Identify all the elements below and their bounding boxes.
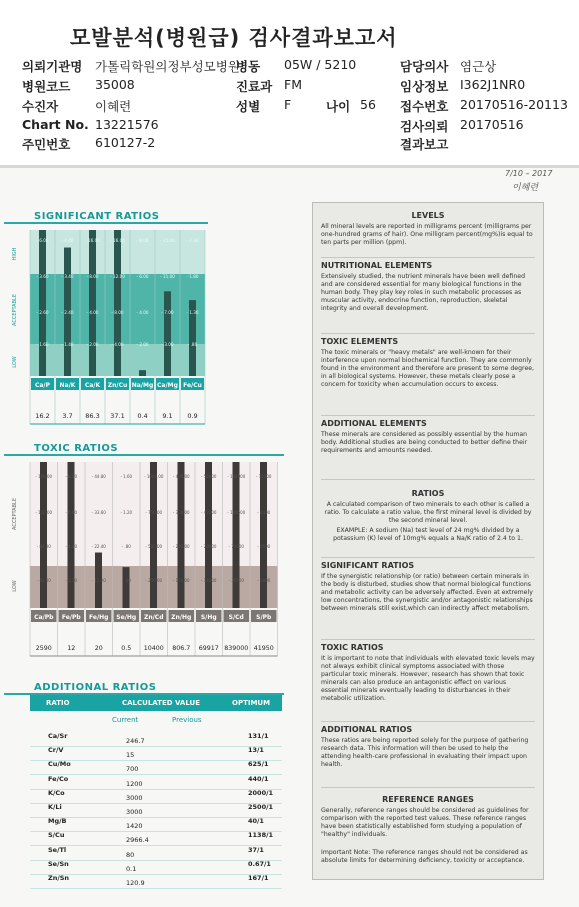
bar-se-hg	[123, 567, 130, 608]
info-divider	[321, 787, 535, 788]
reference-ranges-heading: REFERENCE RANGES	[382, 795, 474, 804]
result-value: 12	[67, 645, 76, 652]
tick-label: - 6.60	[65, 510, 78, 515]
report-header	[0, 0, 579, 165]
toxic-title-rule	[4, 454, 284, 456]
bar-zn-cd	[150, 462, 157, 608]
current-value-cell: 246.7	[126, 737, 145, 745]
field-label-institution: 의뢰기관명	[22, 59, 83, 74]
optimum-cell: 131/1	[248, 732, 269, 740]
tick-label: - 168.00	[35, 474, 53, 479]
tick-label: - 500.00	[145, 544, 163, 549]
field-label-ward: 병동	[236, 59, 261, 74]
info-divider	[321, 415, 535, 416]
field-label-resident-no: 주민번호	[22, 137, 71, 152]
field-label-chart-no: Chart No.	[22, 117, 89, 132]
field-value-age: 56	[360, 97, 376, 112]
optimum-cell: 37/1	[248, 845, 264, 854]
optimum-cell: 2000/1	[248, 788, 273, 797]
field-label-patient: 수진자	[22, 99, 59, 114]
tick-label: - 8.00	[111, 310, 124, 315]
column-label: S/Cd	[228, 614, 244, 621]
info-panel	[312, 202, 544, 880]
tick-label: - 1.40	[61, 342, 74, 347]
reference-ranges-text: Generally, reference ranges should be considered as guidelines for comparison with the reported test values. These reference ranges have been statistically established form studying a population of "healthy" individuals.	[321, 807, 529, 838]
bar-ca-p	[39, 230, 46, 376]
levels-text: All mineral levels are reported in milligrams percent (milligrams per one-hundred grams of hair). One milligram percent(mg%)is equal to ten parts per million (ppm).	[321, 223, 533, 246]
toxic-ratios-chart	[4, 458, 286, 658]
tick-label: - 2800	[257, 578, 271, 583]
field-value-resident-no: 610127-2	[95, 135, 156, 150]
ratio-cell: Cu/Mo	[48, 760, 71, 769]
tick-label: - 1.60	[36, 342, 49, 347]
result-value: 69917	[198, 645, 219, 652]
tick-label: - 22.40	[91, 544, 106, 549]
sub-header-previous: Previous	[172, 716, 202, 724]
tick-label: - 4.40	[61, 238, 74, 243]
info-divider	[321, 333, 535, 334]
tick-label: - 33.60	[91, 510, 106, 515]
ratios-text: A calculated comparison of two minerals to each other is called a ratio. To calculate a ratio value, the first mineral level is divided by the second mineral level.	[324, 501, 532, 524]
current-value-cell: 700	[126, 765, 139, 774]
column-label: Na/K	[59, 382, 76, 389]
bar-zn-hg	[178, 462, 185, 608]
ratio-cell: Fe/Co	[48, 774, 69, 783]
ratio-cell: K/Li	[48, 803, 62, 811]
tick-label: - 42.00	[36, 578, 51, 583]
bar-ca-mg	[164, 291, 171, 376]
field-value-accession: 20170516-20113	[460, 97, 568, 112]
additional-table-header	[30, 695, 282, 711]
current-value-cell: 15	[126, 751, 135, 760]
field-label-doctor: 담당의사	[400, 59, 449, 74]
tick-label: - 28000	[201, 544, 217, 549]
bar-fe-pb	[68, 462, 75, 608]
table-row	[30, 872, 282, 889]
result-value: 9.1	[162, 412, 173, 420]
tick-label: - 8.00	[86, 274, 99, 279]
field-label-result-report: 결과보고	[400, 137, 449, 152]
tick-label: - 1.80	[186, 274, 199, 279]
tick-label: - .80	[121, 544, 131, 549]
field-label-clinical-info: 임상정보	[400, 79, 449, 94]
tick-label: - 3.00	[161, 342, 174, 347]
ratio-cell: Se/Sn	[48, 859, 69, 868]
info-divider	[321, 257, 535, 258]
field-value-clinical-info: I362J1NR0	[460, 77, 526, 92]
result-value: 0.4	[137, 412, 148, 420]
field-value-institution: 가톨릭학원의정부성모병원	[95, 59, 240, 74]
optimum-cell: 440/1	[248, 774, 269, 783]
significant-ratios-chart	[4, 226, 212, 426]
result-value: 37.1	[110, 412, 125, 420]
handwritten-name: 이혜련	[512, 183, 539, 193]
info-divider	[321, 479, 535, 480]
nutritional-heading: NUTRITIONAL ELEMENTS	[321, 261, 433, 270]
column-label: Ca/K	[84, 382, 101, 389]
column-label: Ca/P	[34, 382, 51, 389]
result-value: 3.7	[62, 412, 73, 420]
tick-label: - 11.00	[160, 274, 175, 279]
tick-label: - 35500	[228, 578, 244, 583]
field-value-sex: F	[284, 97, 292, 112]
tick-label: - 16.00	[85, 238, 100, 243]
column-label: S/Hg	[200, 614, 217, 621]
ratio-cell: Se/Tl	[48, 845, 67, 854]
tick-label: - 142000	[227, 474, 246, 479]
field-label-sex: 성별	[236, 99, 261, 114]
tick-label: - 71000	[228, 544, 244, 549]
optimum-cell: 2500/1	[248, 803, 273, 811]
field-value-hospital-code: 35008	[95, 77, 135, 92]
optimum-cell: 0.67/1	[248, 859, 271, 868]
current-value-cell: 3000	[126, 793, 143, 802]
optimum-cell: 1138/1	[248, 831, 273, 840]
tick-label: - 84.00	[36, 544, 51, 549]
tick-label: - 4.00	[136, 310, 149, 315]
info-divider	[321, 721, 535, 722]
col-header-ratio: RATIO	[46, 699, 70, 707]
tick-label: - 4.00	[86, 310, 99, 315]
additional-elements-text: These minerals are considered as possibly essential by the human body. Additional studies are being conducted to better define their requirements and amounts needed.	[321, 431, 528, 454]
tick-label: - 11.20	[91, 578, 106, 583]
result-value: 806.7	[172, 645, 191, 652]
bar-ca-pb	[40, 462, 47, 608]
toxic-elements-heading: TOXIC ELEMENTS	[321, 337, 399, 346]
zone-label-low: LOW	[12, 580, 18, 592]
tick-label: - 6.00	[36, 238, 49, 243]
current-value-cell: 1200	[126, 779, 143, 788]
result-value: 10400	[143, 645, 164, 652]
optimum-cell: 625/1	[248, 760, 269, 769]
field-value-patient: 이혜련	[95, 99, 132, 114]
tick-label: - .80	[187, 342, 198, 347]
info-divider	[321, 557, 535, 558]
tick-label: - .40	[121, 578, 131, 583]
tick-label: - 11200	[256, 474, 272, 479]
tick-label: - 3.60	[36, 274, 49, 279]
result-value: 86.3	[85, 412, 100, 420]
zone-label-high: HIGH	[12, 247, 18, 261]
field-label-accession: 접수번호	[400, 99, 449, 114]
column-label: Zn/Cu	[107, 382, 128, 389]
tick-label: - 200.00	[172, 544, 190, 549]
field-label-age: 나이	[326, 99, 351, 114]
info-divider	[321, 639, 535, 640]
tick-label: - 8400	[257, 510, 271, 515]
significant-ratios-heading: SIGNIFICANT RATIOS	[321, 561, 415, 570]
tick-label: - 8.80	[65, 474, 78, 479]
zone-label-low: LOW	[12, 356, 18, 368]
result-value: 2590	[35, 645, 52, 652]
current-value-cell: 120.9	[126, 879, 145, 887]
current-value-cell: 2966.4	[126, 836, 149, 845]
tick-label: - 44.80	[91, 474, 106, 479]
important-note: Important Note: The reference ranges should not be considered as absolute limits for determining deficiency, toxicity or acceptance.	[321, 849, 528, 864]
tick-label: - 1000.00	[144, 474, 164, 479]
result-value: 0.9	[187, 412, 198, 420]
significant-ratios-text: If the synergistic relationship (or ratio) between certain minerals in the body is disturbed, studies show that normal biological functions and metabolic activity can be adversely affected. Even at extremely low concentrations, the synergistic and/or antagonistic relationships between minerals still exist,which can indirectly affect metabolism.	[321, 573, 533, 612]
result-value: 0.5	[121, 645, 132, 652]
additional-ratios-heading: ADDITIONAL RATIOS	[321, 725, 413, 734]
ratio-cell: Mg/B	[48, 817, 67, 826]
tick-label: - 106500	[227, 510, 246, 515]
tick-label: - 400.00	[172, 474, 190, 479]
additional-ratios-title: ADDITIONAL RATIOS	[34, 682, 157, 693]
zone-label-acceptable: ACCEPTABLE	[12, 294, 18, 326]
tick-label: - 1.60	[120, 474, 133, 479]
tick-label: - 2.60	[36, 310, 49, 315]
ratio-cell: Zn/Sn	[48, 874, 70, 882]
toxic-ratios-title: TOXIC RATIOS	[34, 443, 119, 454]
tick-label: - 4.40	[65, 544, 78, 549]
tick-label: - 1.30	[186, 310, 199, 315]
result-value: 20	[94, 645, 103, 652]
tick-label: - 2.20	[65, 578, 78, 583]
tick-label: - 7.00	[161, 310, 174, 315]
field-value-doctor: 염근상	[460, 59, 497, 74]
levels-heading: LEVELS	[411, 211, 445, 220]
column-label: Zn/Cd	[143, 614, 164, 621]
toxic-ratios-heading: TOXIC RATIOS	[321, 643, 384, 652]
tick-label: - 300.00	[172, 510, 190, 515]
column-label: Ca/Mg	[157, 382, 178, 389]
toxic-elements-text: The toxic minerals or "heavy metals" are well-known for their interference upon normal biochemical function. They are commonly found in the environment and therefore are present to some degree, in all biological systems. However, these metals clearly pose a concern for toxicity when accumulation occurs to excess.	[321, 349, 535, 388]
tick-label: - 8.00	[136, 238, 149, 243]
current-value-cell: 1420	[126, 822, 143, 831]
result-value: 839000	[224, 645, 249, 652]
bar-zn-cu	[114, 230, 121, 376]
tick-label: - 2.00	[136, 342, 149, 347]
sub-header-current: Current	[112, 716, 139, 724]
current-value-cell: 3000	[126, 808, 143, 816]
tick-label: - 56000	[201, 474, 217, 479]
column-label: Fe/Pb	[61, 614, 81, 621]
field-value-request-date: 20170516	[460, 117, 524, 132]
toxic-ratios-text: It is important to note that individuals with elevated toxic levels may not always exhibit clinical symptoms associated with those particular toxic minerals. However, research has shown that toxic minerals can also produce an antagonistic effect on various essential minerals eventually leading to disturbances in their metabolic utilization.	[321, 655, 535, 702]
field-value-ward: 05W / 5210	[284, 57, 357, 72]
column-label: Fe/Hg	[89, 614, 109, 621]
field-label-department: 진료과	[236, 79, 273, 94]
tick-label: - 2.00	[86, 342, 99, 347]
column-label: Se/Hg	[116, 614, 137, 621]
additional-elements-heading: ADDITIONAL ELEMENTS	[321, 419, 427, 428]
bar-s-cd	[233, 462, 240, 608]
bar-s-hg	[205, 462, 212, 608]
bar-na-mg	[139, 370, 146, 376]
significant-title-rule	[4, 222, 208, 224]
tick-label: - 1.20	[120, 510, 133, 515]
tick-label: - 750.00	[145, 510, 163, 515]
optimum-cell: 167/1	[248, 874, 269, 882]
additional-ratios-text: These ratios are being reported solely for the purpose of gathering research data. This information will then be used to help the attending health-care professional in evaluating their impact upon health.	[321, 737, 529, 768]
col-header-optimum: OPTIMUM	[232, 699, 271, 707]
field-value-department: FM	[284, 77, 302, 92]
tick-label: - 5600	[257, 544, 271, 549]
tick-label: - 16.00	[110, 238, 125, 243]
ratio-cell: S/Cu	[48, 831, 65, 840]
ratios-example: EXAMPLE: A sodium (Na) test level of 24 mg% divided by a potassium (K) level of 10mg% equals a Na/K ratio of 2.4 to 1.	[333, 527, 523, 542]
report-title: 모발분석(병원급) 검사결과보고서	[70, 26, 398, 50]
zone-label-acceptable: ACCEPTABLE	[12, 498, 18, 530]
tick-label: - 250.00	[145, 578, 163, 583]
column-label: Fe/Cu	[183, 382, 202, 389]
current-value-cell: 0.1	[126, 864, 137, 873]
column-label: Ca/Pb	[34, 614, 54, 621]
tick-label: - 12.00	[110, 274, 125, 279]
tick-label: - 100.00	[172, 578, 190, 583]
tick-label: - 15.00	[160, 238, 175, 243]
handwritten-date: 7/10 – 2017	[505, 169, 553, 178]
tick-label: - 2.40	[61, 310, 74, 315]
field-label-request-date: 검사의뢰	[400, 119, 449, 134]
significant-ratios-title: SIGNIFICANT RATIOS	[34, 211, 160, 222]
tick-label: - 2.30	[186, 238, 199, 243]
column-label: Zn/Hg	[171, 614, 192, 621]
column-label: S/Pb	[256, 614, 272, 621]
tick-label: - 42000	[201, 510, 217, 515]
tick-label: - 3.40	[61, 274, 74, 279]
ratios-heading: RATIOS	[411, 489, 445, 498]
col-header-calculated: CALCULATED VALUE	[122, 699, 201, 707]
optimum-cell: 13/1	[248, 746, 264, 755]
bar-s-pb	[260, 462, 267, 608]
result-value: 41950	[253, 645, 274, 652]
nutritional-text: Extensively studied, the nutrient minerals have been well defined and are considered essential for many biological functions in the human body. They play key roles in such metabolic processes as muscular activity, endocrine function, reproduction, skeletal integrity and overall development.	[321, 273, 526, 312]
optimum-cell: 40/1	[248, 817, 264, 826]
ratio-cell: Cr/V	[48, 746, 64, 755]
field-label-hospital-code: 병원코드	[22, 79, 71, 94]
tick-label: - 6.00	[136, 274, 149, 279]
ratio-cell: K/Co	[48, 788, 65, 797]
column-label: Na/Mg	[131, 382, 154, 389]
tick-label: - 14000	[201, 578, 217, 583]
tick-label: - 126.00	[35, 510, 53, 515]
field-value-chart-no: 13221576	[95, 117, 159, 132]
current-value-cell: 80	[126, 850, 135, 859]
ratio-cell: Ca/Sr	[48, 732, 68, 740]
bar-ca-k	[89, 230, 96, 376]
tick-label: - 4.00	[111, 342, 124, 347]
result-value: 16.2	[35, 412, 50, 420]
